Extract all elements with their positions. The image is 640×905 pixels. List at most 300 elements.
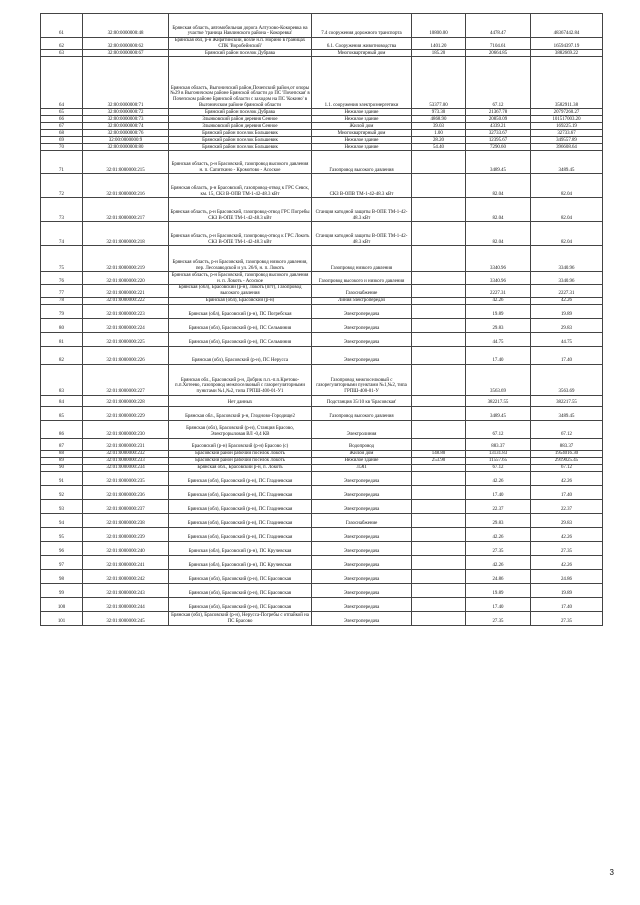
table-row — [41, 116, 603, 123]
row-number: 74 — [41, 222, 83, 246]
row-number: 97 — [41, 555, 83, 569]
specific-value: 42.26 — [466, 527, 531, 541]
object-type: Станция катодной защиты В-ОПЕ ТМ-1-42-48.3 кВт — [312, 222, 412, 246]
table-row — [41, 420, 603, 438]
cadastral-number: 32:01:0000000:225 — [83, 332, 169, 346]
cadastral-number: 32:01:0000000:237 — [83, 499, 169, 513]
table-row — [41, 38, 603, 50]
row-number: 88 — [41, 450, 83, 457]
table-row — [41, 109, 603, 116]
row-number: 63 — [41, 50, 83, 57]
row-number: 65 — [41, 109, 83, 116]
object-area: 253.90 — [412, 457, 466, 464]
specific-value: 19.89 — [466, 583, 531, 597]
table-row — [41, 569, 603, 583]
object-type: Электропередача — [312, 471, 412, 485]
object-area — [412, 395, 466, 406]
cadastral-cost: 3563.69 — [531, 364, 603, 395]
cadastral-cost: 3340.96 — [531, 272, 603, 285]
object-area — [412, 246, 466, 272]
table-row — [41, 364, 603, 395]
cadastral-number: 32:01:0000000:234 — [83, 464, 169, 471]
object-area — [412, 513, 466, 527]
object-area: 53377.00 — [412, 57, 466, 109]
object-area — [412, 272, 466, 285]
cadastral-cost: 82.04 — [531, 222, 603, 246]
row-number: 101 — [41, 611, 83, 625]
object-address: Брянская (обл), Брасовский (р-н), ПС Гладневская — [169, 527, 312, 541]
register-body — [41, 14, 603, 626]
specific-value: 20850.09 — [466, 116, 531, 123]
cadastral-number: 32:00:0000000:71 — [83, 57, 169, 109]
cadastral-number: 32:00:0000000:73 — [83, 116, 169, 123]
cadastral-number: 32:00:0000000:62 — [83, 38, 169, 50]
object-type: Электропередача — [312, 583, 412, 597]
table-row — [41, 583, 603, 597]
object-address: Брянская область, р-н Брасовский, газопровод высокого давления н. п. Локоть - Асоское — [169, 272, 312, 285]
object-type: Станция катодной защиты В-ОПЕ ТМ-1-42-48.3 кВт — [312, 198, 412, 222]
cadastral-number: 32:01:0000000:235 — [83, 471, 169, 485]
table-row — [41, 513, 603, 527]
specific-value: 11557.65 — [466, 457, 531, 464]
table-row — [41, 246, 603, 272]
object-type: Электропередача — [312, 332, 412, 346]
cadastral-cost: 3882669.22 — [531, 50, 603, 57]
cadastral-number: 32:00:0000000:67 — [83, 50, 169, 57]
object-address: Брянская (обл), Брасовский (р-н), Станция Брасово, Электрорыловая ВЛ -0,4 КВ — [169, 420, 312, 438]
cadastral-cost: 3489.45 — [531, 406, 603, 420]
specific-value: 67.12 — [466, 464, 531, 471]
property-register-table — [40, 13, 603, 626]
cadastral-cost: 17.40 — [531, 485, 603, 499]
object-area — [412, 285, 466, 297]
row-number: 95 — [41, 527, 83, 541]
object-area — [412, 420, 466, 438]
cadastral-number: 32:01:0000000:233 — [83, 457, 169, 464]
table-row — [41, 406, 603, 420]
row-number: 71 — [41, 151, 83, 174]
specific-value: 2227.31 — [466, 285, 531, 297]
cadastral-cost: 42.26 — [531, 297, 603, 304]
object-address: Брянская (обл), Брасовский (р-н), ПС Гладневская — [169, 471, 312, 485]
cadastral-cost: 19.89 — [531, 583, 603, 597]
row-number: 93 — [41, 499, 83, 513]
table-row — [41, 346, 603, 364]
object-address: Брянская область, р-н Брасовский, газопровод-отвод ГРС Погребы СКЗ В-ОПЕ ТМ-1-42-48.3 кВт — [169, 198, 312, 222]
table-row — [41, 297, 603, 304]
cadastral-cost: 44.75 — [531, 332, 603, 346]
object-address: Брянская (обл), Брасовский (р-н), Нерусса-Погребы с отпайкой на ПС Брасово — [169, 611, 312, 625]
object-area — [412, 597, 466, 611]
object-address: Брянская обл., Брасовский р-н, п. Локоть — [169, 464, 312, 471]
cadastral-cost: 48367442.84 — [531, 14, 603, 38]
specific-value: 21367.78 — [466, 109, 531, 116]
specific-value: 44.75 — [466, 332, 531, 346]
table-row — [41, 318, 603, 332]
cadastral-cost: 67.12 — [531, 464, 603, 471]
row-number: 69 — [41, 137, 83, 144]
row-number: 98 — [41, 569, 83, 583]
object-address: Брянская (обл), Брасовский (р-н), Локоть (пгт), Газопровод высокого давления — [169, 285, 312, 297]
specific-value: 22.37 — [466, 499, 531, 513]
table-row — [41, 332, 603, 346]
specific-value: 27.35 — [466, 541, 531, 555]
cadastral-number: 32:01:0000000:230 — [83, 420, 169, 438]
object-address: Брянская область, Выгоничский район,Почепский район,от опоры №29 в Выгоничском районе Брянской области до ПС 'Почепская' в Почепском районе Брянской области с заходом на ПС 'Кокино' в Выгоничском районе брянской области — [169, 57, 312, 109]
object-area — [412, 485, 466, 499]
page-number: 3 — [609, 868, 614, 877]
cadastral-number: 32:01:0000000:228 — [83, 395, 169, 406]
object-address: Брянская обл., Брасовский р-н, Глодново-Городище2 — [169, 406, 312, 420]
cadastral-number: 32:00:0000000:76 — [83, 130, 169, 137]
object-area — [412, 174, 466, 198]
specific-value: 3563.69 — [466, 364, 531, 395]
table-row — [41, 541, 603, 555]
row-number: 77 — [41, 285, 83, 297]
table-row — [41, 174, 603, 198]
table-row — [41, 222, 603, 246]
object-area — [412, 555, 466, 569]
object-area — [412, 569, 466, 583]
specific-value: 27.35 — [466, 611, 531, 625]
object-type: Нежилое здание — [312, 144, 412, 151]
object-area — [412, 297, 466, 304]
object-type: Нежилое здание — [312, 116, 412, 123]
object-area: 973.30 — [412, 109, 466, 116]
cadastral-number: 32:01:0000000:232 — [83, 450, 169, 457]
object-type: Газоснабжение — [312, 285, 412, 297]
row-number: 80 — [41, 318, 83, 332]
object-type: Нежилое здание — [312, 137, 412, 144]
object-area — [412, 304, 466, 318]
object-type: Электропередача — [312, 597, 412, 611]
object-type: Электропередача — [312, 318, 412, 332]
specific-value: 42.26 — [466, 555, 531, 569]
cadastral-cost: 2919025.45 — [531, 457, 603, 464]
specific-value: 3489.45 — [466, 406, 531, 420]
object-address: Брянская (обл), Брасовский (р-н) — [169, 297, 312, 304]
cadastral-cost: 3582911.38 — [531, 57, 603, 109]
object-type: ЛЭП — [312, 464, 412, 471]
object-type: Газоснабжение — [312, 513, 412, 527]
cadastral-number: 32:01:0000000:244 — [83, 597, 169, 611]
object-type: Жилой дом — [312, 450, 412, 457]
specific-value: 29.83 — [466, 513, 531, 527]
object-type: Электропередача — [312, 346, 412, 364]
cadastral-cost: 17.40 — [531, 346, 603, 364]
object-area — [412, 583, 466, 597]
row-number: 92 — [41, 485, 83, 499]
cadastral-number: 32:01:0000000:215 — [83, 151, 169, 174]
object-address: Брянская обл., Брасовский р-н, Добрик п.п.-п.п.Кретово-п.п.Хотеево, газопровод межпоселковый с газорегуляторными пунктами №1,№2, типа ГРПШ-400-01-У1 — [169, 364, 312, 395]
row-number: 61 — [41, 14, 83, 38]
object-area — [412, 364, 466, 395]
object-area — [412, 222, 466, 246]
object-area — [412, 346, 466, 364]
object-type: Электропередача — [312, 555, 412, 569]
cadastral-cost: 20797260.27 — [531, 109, 603, 116]
object-type: Многоквартирный дом — [312, 50, 412, 57]
cadastral-number: 32:00:0000000:72 — [83, 109, 169, 116]
row-number: 84 — [41, 395, 83, 406]
object-address: Брянская (обл), Брасовский (р-н), ПС Погребская — [169, 304, 312, 318]
row-number: 66 — [41, 116, 83, 123]
cadastral-number: 32:01:0000000:231 — [83, 438, 169, 450]
cadastral-cost: 27.35 — [531, 611, 603, 625]
cadastral-cost: 1954016.30 — [531, 450, 603, 457]
table-row — [41, 285, 603, 297]
object-type: Электропередача — [312, 611, 412, 625]
table-row — [41, 198, 603, 222]
table-row — [41, 450, 603, 457]
row-number: 91 — [41, 471, 83, 485]
table-row — [41, 123, 603, 130]
object-type: Жилой дом — [312, 123, 412, 130]
object-address: Брянская область, р-н Брасовский, газопровод-отвод к ГРС Локоть СКЗ В-ОПЕ ТМ-1-42-48.3 кВт — [169, 222, 312, 246]
object-area — [412, 464, 466, 471]
object-area — [412, 499, 466, 513]
cadastral-cost: 42.26 — [531, 527, 603, 541]
table-row — [41, 137, 603, 144]
cadastral-number: 32:01:0000000:239 — [83, 527, 169, 541]
object-area — [412, 332, 466, 346]
row-number: 90 — [41, 464, 83, 471]
cadastral-cost: 17.40 — [531, 597, 603, 611]
row-number: 81 — [41, 332, 83, 346]
cadastral-cost: 42.26 — [531, 555, 603, 569]
row-number: 100 — [41, 597, 83, 611]
row-number: 64 — [41, 57, 83, 109]
object-address: Брянская (обл), Брасовский (р-н), ПС Нерусса — [169, 346, 312, 364]
cadastral-number: 32:01:0000000:226 — [83, 346, 169, 364]
specific-value: 67.12 — [466, 57, 531, 109]
object-address: Брянская (обл), Брасовский (р-н), ПС Гладневская — [169, 485, 312, 499]
specific-value: 19.89 — [466, 304, 531, 318]
specific-value: 4478.47 — [466, 14, 531, 38]
cadastral-number: 32:01:0000000:224 — [83, 318, 169, 332]
specific-value: 883.37 — [466, 438, 531, 450]
object-area: 10800.00 — [412, 14, 466, 38]
row-number: 79 — [41, 304, 83, 318]
cadastral-number: 32:01:0000000:240 — [83, 541, 169, 555]
object-address: Нет данных — [169, 395, 312, 406]
object-address: Брасовский район рабочий поселок Локоть — [169, 457, 312, 464]
specific-value: 13131.83 — [466, 450, 531, 457]
row-number: 85 — [41, 406, 83, 420]
cadastral-number: 32:00:0000000:9 — [83, 137, 169, 144]
object-type: Подстанция 35/10 кв 'Брасовская' — [312, 395, 412, 406]
object-area: 185.20 — [412, 50, 466, 57]
specific-value: 82.04 — [466, 198, 531, 222]
cadastral-cost: 32733.67 — [531, 130, 603, 137]
table-row — [41, 499, 603, 513]
cadastral-number: 32:01:0000000:243 — [83, 583, 169, 597]
table-row — [41, 144, 603, 151]
object-type: Газопровод высокого давления — [312, 406, 412, 420]
cadastral-cost: 2227.31 — [531, 285, 603, 297]
specific-value: 3340.96 — [466, 272, 531, 285]
object-address: Брянская (обл), Брасовский (р-н), ПС Брасовская — [169, 583, 312, 597]
specific-value: 42.26 — [466, 471, 531, 485]
object-area — [412, 198, 466, 222]
object-address: Брянский район поселок Большевик — [169, 137, 312, 144]
cadastral-number: 32:01:0000000:238 — [83, 513, 169, 527]
row-number: 82 — [41, 346, 83, 364]
cadastral-number: 32:01:0000000:223 — [83, 304, 169, 318]
cadastral-number: 32:01:0000000:229 — [83, 406, 169, 420]
object-address: Брянская (обл), Брасовский (р-н), ПС Брасовская — [169, 597, 312, 611]
row-number: 62 — [41, 38, 83, 50]
specific-value: 3489.45 — [466, 151, 531, 174]
object-address: Злынковский район деревня Сенное — [169, 123, 312, 130]
object-type: СКЗ В-ОПВ ТМ-1-42-48.3 кВт — [312, 174, 412, 198]
object-type: Электропередача — [312, 304, 412, 318]
object-address: Брянская (обл), Брасовский (р-н), ПС Гладневская — [169, 513, 312, 527]
cadastral-number: 32:00:0000000:74 — [83, 123, 169, 130]
object-area — [412, 541, 466, 555]
object-address: Брасовский (р-н) Брасовский (р-н) Брасово (с) — [169, 438, 312, 450]
table-row — [41, 14, 603, 38]
object-area — [412, 151, 466, 174]
row-number: 89 — [41, 457, 83, 464]
object-type: Газопровод высокого и низкого давления — [312, 272, 412, 285]
object-address: Брянский район поселок Большевик — [169, 130, 312, 137]
row-number: 70 — [41, 144, 83, 151]
object-area — [412, 318, 466, 332]
cadastral-cost: 67.12 — [531, 420, 603, 438]
table-row — [41, 555, 603, 569]
cadastral-number: 32:00:0000000:48 — [83, 14, 169, 38]
cadastral-cost: 382217.55 — [531, 395, 603, 406]
cadastral-number: 32:01:0000000:227 — [83, 364, 169, 395]
object-area — [412, 611, 466, 625]
cadastral-cost: 16594397.19 — [531, 38, 603, 50]
object-address: Брянская (обл), Брасовский (р-н), ПС Сельминия — [169, 332, 312, 346]
row-number: 99 — [41, 583, 83, 597]
object-type: Электропередача — [312, 499, 412, 513]
row-number: 68 — [41, 130, 83, 137]
object-area: 54.40 — [412, 144, 466, 151]
cadastral-number: 32:01:0000000:242 — [83, 569, 169, 583]
specific-value: 17.40 — [466, 485, 531, 499]
row-number: 87 — [41, 438, 83, 450]
cadastral-cost: 19.89 — [531, 304, 603, 318]
object-address: Брянская область, р-н Брасовский, газопровод высокого давления н. п. Сапиткино - Кромотово - Асоское — [169, 151, 312, 174]
cadastral-cost: 42.26 — [531, 471, 603, 485]
specific-value: 4339.21 — [466, 123, 531, 130]
row-number: 94 — [41, 513, 83, 527]
cadastral-number: 32:01:0000000:236 — [83, 485, 169, 499]
specific-value: 67.12 — [466, 420, 531, 438]
specific-value: 20664.85 — [466, 50, 531, 57]
cadastral-cost: 27.35 — [531, 541, 603, 555]
specific-value: 32733.67 — [466, 130, 531, 137]
cadastral-cost: 349557.89 — [531, 137, 603, 144]
object-address: Злынковский район деревня Сенное — [169, 116, 312, 123]
object-type: Электропередача — [312, 527, 412, 541]
object-area: 1401.20 — [412, 38, 466, 50]
object-type: 6.1. Сооружения животноводства — [312, 38, 412, 50]
row-number: 67 — [41, 123, 83, 130]
cadastral-cost: 3489.45 — [531, 151, 603, 174]
object-area: 39.03 — [412, 123, 466, 130]
table-row — [41, 50, 603, 57]
object-type: Электропередача — [312, 485, 412, 499]
row-number: 75 — [41, 246, 83, 272]
table-row — [41, 438, 603, 450]
object-type: Газопровод межпоселковый с газорегуляторными пунктами №1,№2, типа ГРПШ-400-01-У — [312, 364, 412, 395]
cadastral-number: 32:01:0000000:221 — [83, 285, 169, 297]
object-area: 4868.90 — [412, 116, 466, 123]
object-address: Брянская обл, р-н Жирятинский, возле н.п. Норино в границах СПК 'Воробейнский' — [169, 38, 312, 50]
table-row — [41, 151, 603, 174]
row-number: 76 — [41, 272, 83, 285]
specific-value: 12395.67 — [466, 137, 531, 144]
object-type: 1.1. сооружения электроэнергетики — [312, 57, 412, 109]
object-address: Брянская (обл), Брасовский (р-н), ПС Гладневская — [169, 499, 312, 513]
cadastral-number: 32:01:0000000:218 — [83, 222, 169, 246]
row-number: 96 — [41, 541, 83, 555]
cadastral-cost: 22.37 — [531, 499, 603, 513]
cadastral-number: 32:01:0000000:245 — [83, 611, 169, 625]
object-address: Брасовский район рабочий поселок Локоть — [169, 450, 312, 457]
row-number: 83 — [41, 364, 83, 395]
table-row — [41, 464, 603, 471]
object-type: Газопровод низкого давления — [312, 246, 412, 272]
table-row — [41, 272, 603, 285]
table-row — [41, 485, 603, 499]
object-type: Многоквартирный дом — [312, 130, 412, 137]
object-type: Газопровод высокого давления — [312, 151, 412, 174]
object-address: Брянская (обл), Брасовский (р-н), ПС Сельминия — [169, 318, 312, 332]
object-type: Электропередача — [312, 569, 412, 583]
object-type: Нежилое здание — [312, 457, 412, 464]
specific-value: 382217.55 — [466, 395, 531, 406]
cadastral-cost: 396608.64 — [531, 144, 603, 151]
object-address: Брянский район поселок Дубрава — [169, 50, 312, 57]
cadastral-cost: 24.86 — [531, 569, 603, 583]
specific-value: 29.83 — [466, 318, 531, 332]
specific-value: 7104.61 — [466, 38, 531, 50]
object-type: Электролиния — [312, 420, 412, 438]
table-row — [41, 130, 603, 137]
cadastral-cost: 82.04 — [531, 198, 603, 222]
cadastral-number: 32:01:0000000:220 — [83, 272, 169, 285]
cadastral-number: 32:01:0000000:222 — [83, 297, 169, 304]
table-row — [41, 395, 603, 406]
table-row — [41, 597, 603, 611]
cadastral-cost: 82.04 — [531, 174, 603, 198]
object-area — [412, 527, 466, 541]
specific-value: 17.40 — [466, 597, 531, 611]
specific-value: 3340.96 — [466, 246, 531, 272]
specific-value: 7290.60 — [466, 144, 531, 151]
cadastral-cost: 101517003.20 — [531, 116, 603, 123]
object-address: Брянская (обл), Брасовский (р-н), ПС Кручевская — [169, 541, 312, 555]
specific-value: 82.04 — [466, 174, 531, 198]
table-row — [41, 57, 603, 109]
object-type: Электропередача — [312, 541, 412, 555]
object-address: Брянская (обл), Брасовский (р-н), ПС Брасовская — [169, 569, 312, 583]
object-type: Линия электропередач — [312, 297, 412, 304]
object-address: Брянский район поселок Дубрава — [169, 109, 312, 116]
table-row — [41, 304, 603, 318]
cadastral-cost: 3340.96 — [531, 246, 603, 272]
cadastral-number: 32:01:0000000:216 — [83, 174, 169, 198]
object-area: 148.80 — [412, 450, 466, 457]
object-address: Брянская область, р-н Брасовский, газопровод-отвод к ГРС Севск, км. 15, СКЗ В-ОПВ ТМ-1-42-48.3 кВт — [169, 174, 312, 198]
table-row — [41, 611, 603, 625]
